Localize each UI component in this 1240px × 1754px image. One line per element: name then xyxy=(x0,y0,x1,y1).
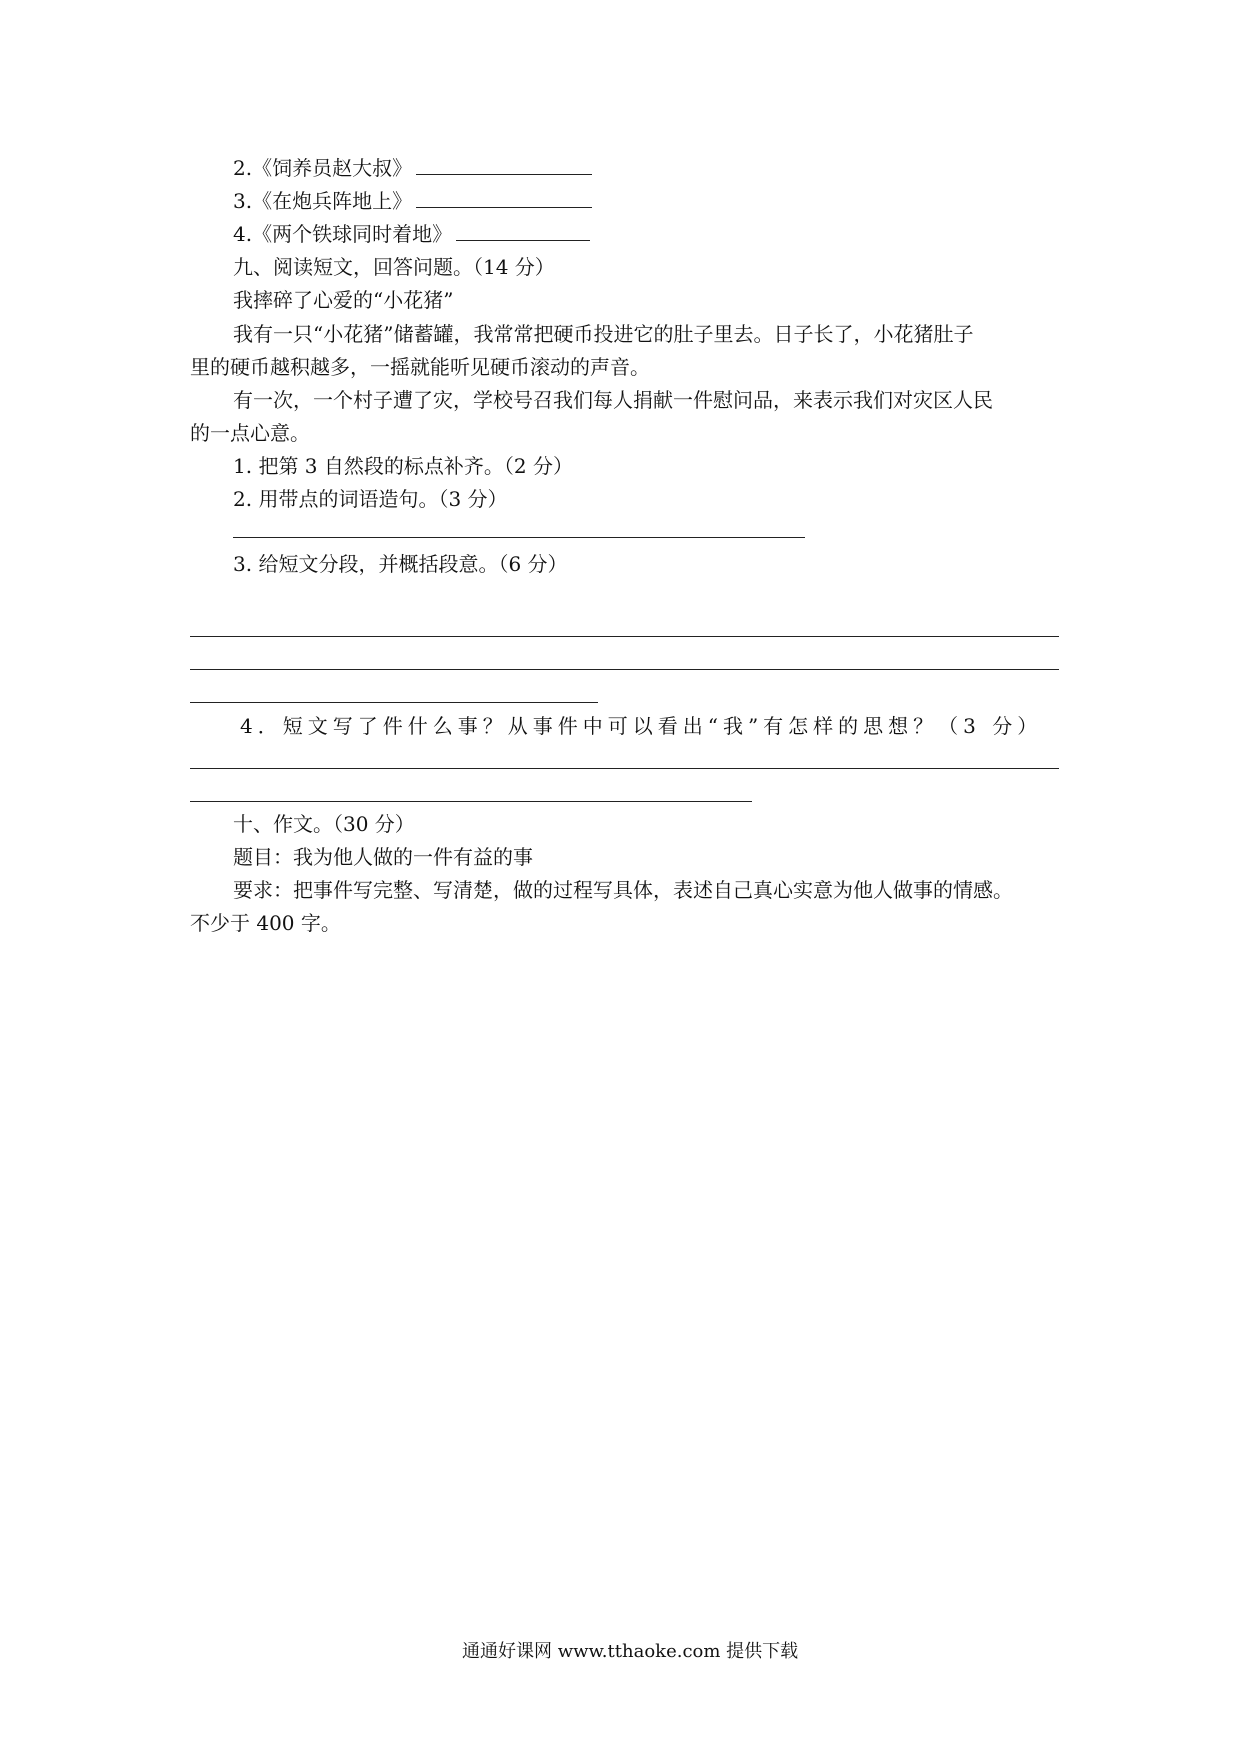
answer-line-q3-1[interactable] xyxy=(190,636,1059,637)
item-text: 4.《两个铁球同时着地》 xyxy=(233,222,453,246)
question-9-1: 1. 把第 3 自然段的标点补齐。（2 分） xyxy=(233,454,573,478)
essay-requirement-line1: 要求：把事件写完整、写清楚，做的过程写具体，表述自己真心实意为他人做事的情感。 xyxy=(233,878,1013,902)
answer-line-q4-2[interactable] xyxy=(190,801,752,802)
passage-title: 我摔碎了心爱的“小花猪” xyxy=(233,288,454,312)
question-8-item-4 xyxy=(233,220,590,248)
question-9-4: 4．短文写了件什么事？从事件中可以看出“我”有怎样的思想？（3 分） xyxy=(240,714,1043,738)
answer-line-q3-2[interactable] xyxy=(190,669,1059,670)
answer-blank[interactable] xyxy=(456,222,590,241)
answer-blank[interactable] xyxy=(416,156,592,175)
question-8-item-3 xyxy=(233,187,592,215)
passage-para1-line2: 里的硬币越积越多，一摇就能听见硬币滚动的声音。 xyxy=(190,355,650,379)
passage-para2-line2: 的一点心意。 xyxy=(190,421,310,445)
answer-blank[interactable] xyxy=(416,189,592,208)
item-text: 2.《饲养员赵大叔》 xyxy=(233,156,413,180)
section-9-heading: 九、阅读短文，回答问题。（14 分） xyxy=(233,255,555,279)
essay-topic: 题目：我为他人做的一件有益的事 xyxy=(233,845,533,869)
essay-requirement-line2: 不少于 400 字。 xyxy=(190,911,341,935)
question-8-item-2 xyxy=(233,154,592,182)
item-text: 3.《在炮兵阵地上》 xyxy=(233,189,413,213)
page-footer: 通通好课网 www.tthaoke.com 提供下载 xyxy=(462,1641,799,1662)
question-9-3: 3. 给短文分段，并概括段意。（6 分） xyxy=(233,552,568,576)
answer-line-q2[interactable] xyxy=(233,537,805,538)
answer-line-q3-3[interactable] xyxy=(190,702,598,703)
passage-para1-line1: 我有一只“小花猪”储蓄罐，我常常把硬币投进它的肚子里去。日子长了，小花猪肚子 xyxy=(233,322,974,346)
question-9-2: 2. 用带点的词语造句。（3 分） xyxy=(233,487,508,511)
answer-line-q4-1[interactable] xyxy=(190,768,1059,769)
passage-para2-line1: 有一次，一个村子遭了灾，学校号召我们每人捐献一件慰问品，来表示我们对灾区人民 xyxy=(233,388,993,412)
section-10-heading: 十、作文。（30 分） xyxy=(233,812,415,836)
